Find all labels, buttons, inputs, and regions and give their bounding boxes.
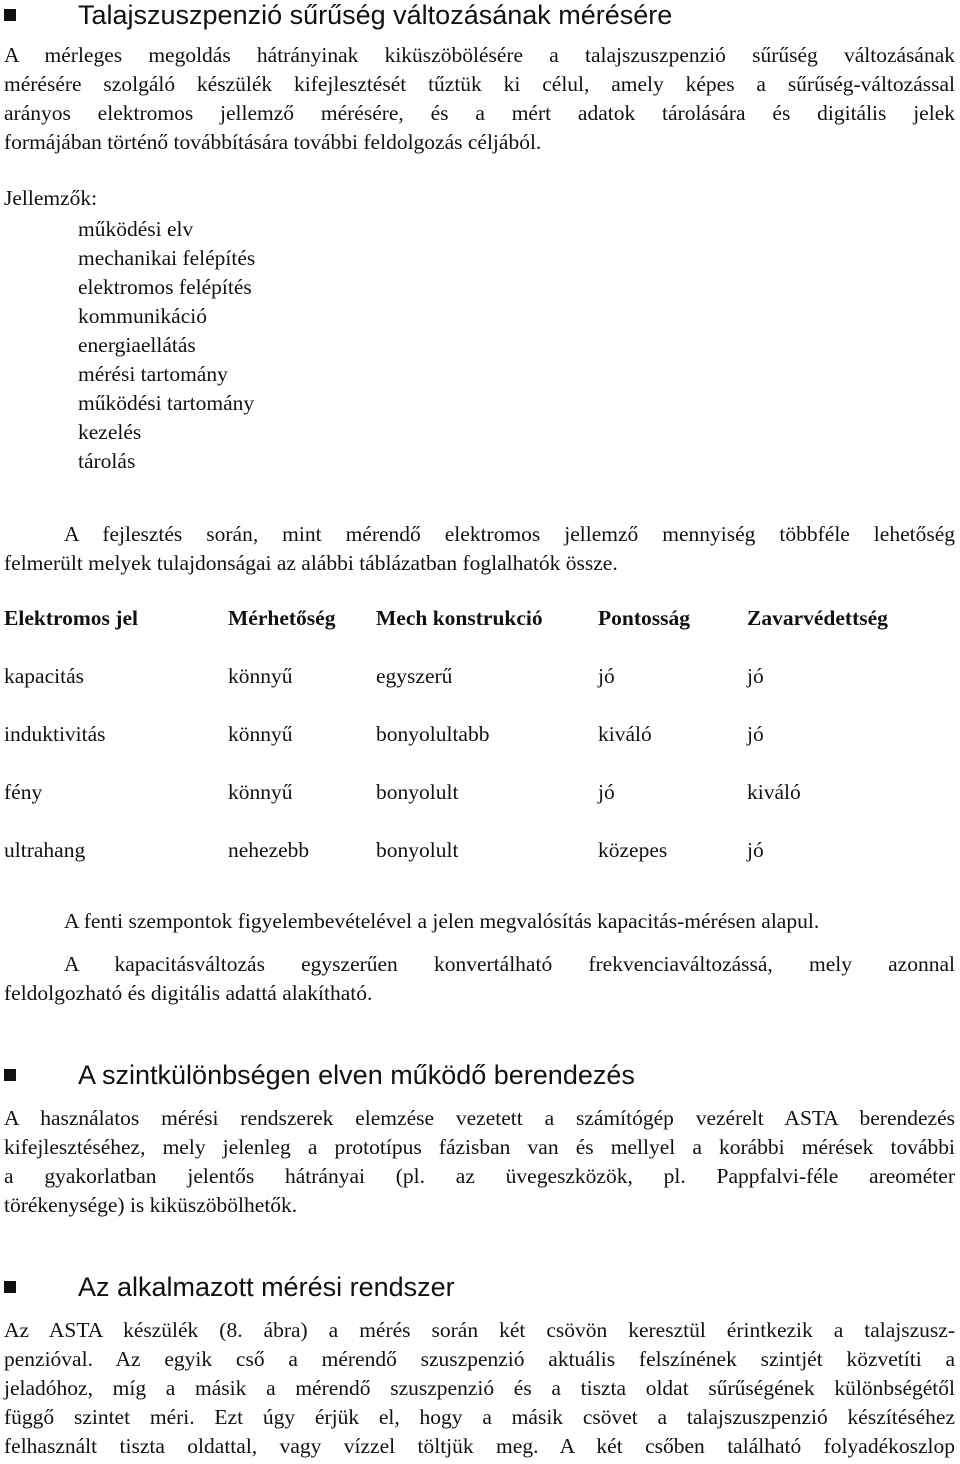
section-title: Talajszuszpenzió sűrűség változásának mérésére <box>78 0 673 30</box>
section-title: A szintkülönbségen elven működő berendezés <box>78 1059 635 1090</box>
text-line: A fenti szempontok figyelembevételével a jelen megvalósítás kapacitás-mérésen alapul. <box>64 909 820 933</box>
column-header: Elektromos jel <box>4 606 138 630</box>
text-line: kifejlesztéséhez, mely jelenleg a prototípus fázisban van és mellyel a korábbi mérések további <box>4 1135 955 1159</box>
column-header: Mérhetőség <box>228 606 336 630</box>
table-cell: könnyű <box>228 780 293 804</box>
text-line: mérésére szolgáló készülék kifejlesztését tűztük ki célul, amely képes a sűrűség-változással <box>4 72 955 96</box>
text-line: függő szintet méri. Ezt úgy érjük el, hogy a másik csövet a talajszuszpenzió készítéséhez <box>4 1405 955 1429</box>
table-cell: kiváló <box>598 722 652 746</box>
column-header: Zavarvédettség <box>747 606 888 630</box>
table-cell: bonyolultabb <box>376 722 490 746</box>
table-cell: jó <box>747 838 764 862</box>
development-paragraph <box>4 520 955 578</box>
text-line: a gyakorlatban jelentős hátrányai (pl. az üvegeszközök, pl. Pappfalvi-féle areométer <box>4 1164 955 1188</box>
list-item: kommunikáció <box>78 304 207 328</box>
text-line: feldolgozható és digitális adattá alakítható. <box>4 981 373 1005</box>
column-header: Mech konstrukció <box>376 606 543 630</box>
table-cell: jó <box>747 722 764 746</box>
conclusion-paragraph <box>4 907 955 936</box>
table-cell: jó <box>598 780 615 804</box>
features-label: Jellemzők: <box>4 186 98 210</box>
text-line: A használatos mérési rendszerek elemzése vezetett a számítógép vezérelt ASTA berendezés <box>4 1106 955 1130</box>
text-line: Az ASTA készülék (8. ábra) a mérés során két csövön keresztül érintkezik a talajszusz- <box>4 1318 955 1342</box>
section-heading-level-difference <box>0 1060 635 1090</box>
section-heading-measurement-system <box>0 1272 455 1302</box>
list-item: működési elv <box>78 217 194 241</box>
text-line: A fejlesztés során, mint mérendő elektromos jellemző mennyiség többféle lehetőség <box>64 522 955 546</box>
text-line: penzióval. Az egyik cső a mérendő szuszpenzió aktuális felszínének szintjét közvetíti a <box>4 1347 955 1371</box>
list-item: tárolás <box>78 449 136 473</box>
square-bullet-icon <box>4 1281 16 1293</box>
text-line: törékenysége) is kiküszöbölhetők. <box>4 1193 298 1217</box>
text-line: felmerült melyek tulajdonságai az alábbi táblázatban foglalhatók össze. <box>4 551 618 575</box>
text-line: arányos elektromos jellemző mérésére, és a mért adatok tárolására és digitális jelek <box>4 101 955 125</box>
text-line: formájában történő továbbítására további feldolgozás céljából. <box>4 130 542 154</box>
table-cell: nehezebb <box>228 838 310 862</box>
list-item: működési tartomány <box>78 391 255 415</box>
table-cell: közepes <box>598 838 668 862</box>
table-cell: egyszerű <box>376 664 453 688</box>
text-line: A kapacitásváltozás egyszerűen konvertálható frekvenciaváltozássá, mely azonnal <box>64 952 955 976</box>
table-cell: jó <box>747 664 764 688</box>
list-item: energiaellátás <box>78 333 196 357</box>
table-cell: kapacitás <box>4 664 84 688</box>
table-cell: könnyű <box>228 722 293 746</box>
list-item: kezelés <box>78 420 142 444</box>
column-header: Pontosság <box>598 606 690 630</box>
features-list <box>78 215 255 476</box>
table-cell: ultrahang <box>4 838 86 862</box>
table-cell: jó <box>598 664 615 688</box>
section-heading-suspension-density <box>0 0 672 30</box>
table-cell: fény <box>4 780 43 804</box>
table-cell: kiváló <box>747 780 801 804</box>
section-title: Az alkalmazott mérési rendszer <box>78 1271 455 1302</box>
square-bullet-icon <box>4 1069 16 1081</box>
measurement-system-paragraph <box>4 1316 955 1461</box>
conversion-paragraph <box>4 950 955 1008</box>
list-item: mérési tartomány <box>78 362 228 386</box>
table-cell: könnyű <box>228 664 293 688</box>
text-line: jeladóhoz, míg a másik a mérendő szuszpenzió és a tiszta oldat sűrűségének különbségétől <box>4 1376 955 1400</box>
text-line: A mérleges megoldás hátrányinak kiküszöbölésére a talajszuszpenzió sűrűség változásának <box>4 43 955 67</box>
table-cell: induktivitás <box>4 722 106 746</box>
text-line: felhasznált tiszta oldattal, vagy vízzel töltjük meg. A két csőben található folyadékoszlop <box>4 1434 955 1458</box>
asta-intro-paragraph <box>4 1104 955 1220</box>
list-item: mechanikai felépítés <box>78 246 256 270</box>
table-cell: bonyolult <box>376 780 459 804</box>
intro-paragraph <box>4 41 955 157</box>
table-cell: bonyolult <box>376 838 459 862</box>
square-bullet-icon <box>4 9 16 21</box>
list-item: elektromos felépítés <box>78 275 252 299</box>
